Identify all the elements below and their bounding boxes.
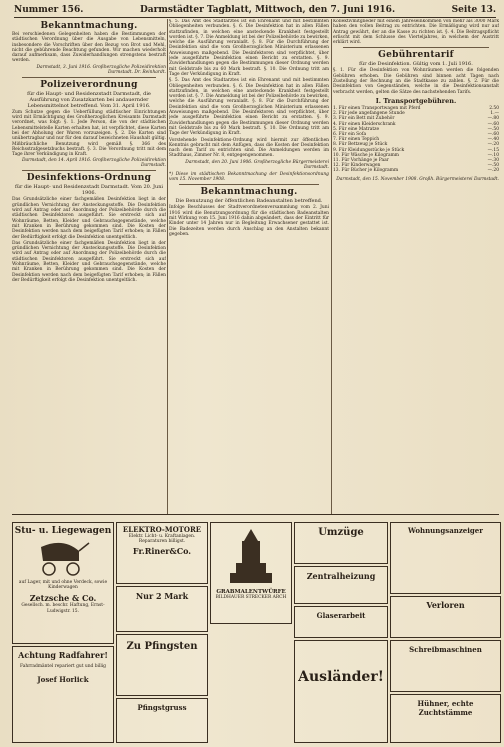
fee-price: —.15 xyxy=(487,147,499,153)
ad-housing xyxy=(390,522,501,594)
separator xyxy=(22,77,156,78)
ad-typewriters xyxy=(390,640,501,692)
fee-item: 2. Für jede angefangene Stunde xyxy=(333,111,405,117)
fee-row xyxy=(333,168,499,173)
newspaper-title: Darmstädter Tagblatt, Mittwoch, den 7. Juni 1916. xyxy=(139,5,396,15)
ad-foreigners xyxy=(294,640,388,743)
ad-motors-title: ELEKTRO-MOTORE xyxy=(122,525,202,534)
ad-pentecost-greeting xyxy=(116,698,208,743)
ad-stroller-address: Gesellsch. m. beschr. Haftung, Ernst-Ludwigstr. 15. xyxy=(21,603,105,614)
fee-item: 5. Für eine Matratze xyxy=(333,126,380,132)
column-divider xyxy=(167,19,168,514)
fee-table xyxy=(333,106,499,174)
fee-item: 3. Für ein Bett mit Zubehör xyxy=(333,116,395,122)
ad-stroller-brand: Zetzsche & Co. xyxy=(29,593,97,604)
ad-stroller xyxy=(12,522,114,644)
notice-title: Bekanntmachung. xyxy=(40,21,138,31)
disinfection-title: Desinfektions-Ordnung xyxy=(26,173,152,184)
ordinance-text: Zum Schutze gegen die Ueberfüllung städtischer Einrichtungen wird mit Ermächtigung des Großherzoglichen Kreisamts Darmstadt verordnet, was folgt: §. 1. Jede Person, die von der städtischen Lebensmittelstelle Karten erhalten hat, ist verpflichtet, diese Karten bei der Abholung der Waren vorzuzeigen. §. 2. Die Karten sind unübertragbar und nur für den darauf bezeichneten Haushalt gültig. Mißbräuchliche Benutzung wird gemäß §. 366 des Reichsstrafgesetzbuchs bestraft. §. 3. Die Verordnung tritt mit dem Tage ihrer Verkündigung in Kraft. xyxy=(12,109,166,158)
fee-item: 11. Für Vorhänge je Paar xyxy=(333,158,389,163)
fee-price: —.50 xyxy=(487,126,499,132)
bath-notice-text: Infolge Beschlusses der Stadtverordnetenversammlung vom 2. Juni 1916 wird die Benutzungsordnung für die städtischen Badeanstalten mit Wirkung vom 15. Juni 1916 dahin abgeändert, dass der Eintritt für Kinder unter 14 Jahren nur in Begleitung Erwachsener gestattet ist. Die Badezeiten werden durch Anschlag an den Anstalten bekannt gegeben. xyxy=(169,205,329,237)
fee-price: —.80 xyxy=(487,116,499,122)
ordinance-signature: Darmstadt, den 20. Juni 1906. Großherzogliche Bürgermeisterei Darmstadt. xyxy=(185,159,329,170)
ad-lost-title: Verloren xyxy=(426,600,465,610)
notice-text: Bei verschiedenen Gelegenheiten haben die Bestimmungen der städtischen Verordnung über die Ausgabe von Lebensmitteln, insbesondere die Vorschriften über den Bezug von Brot und Mehl, nicht die gebührende Beachtung gefunden. Wir machen wiederholt darauf aufmerksam, dass Zuwiderhandlungen strengstens bestraft werden. xyxy=(12,32,166,64)
ad-monuments-title: GRABMALENTWÜRFE xyxy=(216,589,286,595)
ordinance-subtitle: für die Haupt- und Residenzstadt Darmstadt, die Ausführung von Zusatzkarten bei andauernder Lebensmittelnot betreffend. Vom 31. April 1916. xyxy=(27,90,151,109)
ad-chickens-title: Hühner, echte Zuchtstämme xyxy=(417,699,474,717)
page-number: Seite 13. xyxy=(451,5,496,15)
ad-lost xyxy=(390,596,501,638)
fee-item: 12. Für Kinderwagen xyxy=(333,163,381,169)
ad-two-marks xyxy=(116,586,208,632)
advertisements xyxy=(12,516,499,743)
disinfection-subtitle: für die Haupt- und Residenzstadt Darmstadt. Vom 20. Juni 1906. xyxy=(14,184,164,197)
disinfection-text-cont: Das Grundsätzliche einer fachgemäßen Desinfektion liegt in der gründlichen Vernichtung der Ansteckungsstoffe. Die Desinfektion wird auf Antrag oder auf Anordnung der Polizeibehörde durch die städtischen Desinfektoren ausgeführt. Sie erstreckt sich auf Wohnräume, Betten, Kleider und Gebrauchsgegenstände, welche mit Kranken in Berührung gekommen sind. Die Kosten der Desinfektion werden nach dem beigefügten Tarif erhoben; in Fällen der Bedürftigkeit erfolgt die Desinfektion unentgeltlich. xyxy=(12,240,166,283)
membership-text: Kollektivmitglieder mit einem Jahreseinkommen von mehr als 3000 Mark haben den vollen Beitrag zu entrichten. Die Ermäßigung wird nur auf Antrag gewährt, der an die Kasse zu richten ist. §. 4. Die Beitragspflicht erlischt mit dem Schlusse des Vierteljahres, in welchem der Austritt erklärt wird. xyxy=(333,19,499,46)
ad-cyclists-brand: Josef Horlick xyxy=(37,675,89,685)
separator xyxy=(343,47,489,48)
column-divider xyxy=(331,19,332,514)
separator xyxy=(22,170,156,171)
ad-cyclists xyxy=(12,646,114,743)
ad-electric-motors xyxy=(116,522,208,584)
column-left xyxy=(12,19,166,514)
fee-price: 2.50 xyxy=(489,105,499,111)
footnote: *) Diese im städtischen Bekanntmachung der Desinfektionsordnung vom 15. November 1908. xyxy=(169,171,329,183)
tariff-signature: Darmstadt, den 15. November 1908. Großh. Bürgermeisterei Darmstadt. xyxy=(336,176,499,182)
ordinance-title: Polizeiverordnung xyxy=(40,79,138,90)
fee-item: 8. Für Bettzeug je Stück xyxy=(333,142,388,148)
fee-price: —.10 xyxy=(487,152,499,158)
fee-price: 1.— xyxy=(490,111,499,117)
fee-price: —.40 xyxy=(487,137,499,143)
ad-removals-title: Umzüge xyxy=(318,527,364,538)
fee-item: 10. Für Wäsche je Kilogramm xyxy=(333,152,399,158)
ad-pentecost-title: Zu Pfingsten xyxy=(126,641,198,652)
fee-item: 4. Für einen Kleiderschrank xyxy=(333,121,396,127)
tariff-subtitle: für die Desinfektion. Gültig vom 1. Juli 1916. xyxy=(359,61,473,68)
ad-glazier-title: Glaserarbeit xyxy=(316,611,366,620)
ad-motors-brand: Fr.Riner&Co. xyxy=(132,546,192,557)
ad-removals xyxy=(294,522,388,564)
ad-chickens xyxy=(390,694,501,743)
ad-two-marks-title: Nur 2 Mark xyxy=(135,591,189,601)
ad-monuments-subtitle: BILDHAUER STRECKER ARCH xyxy=(215,595,287,600)
fee-item: 13. Für Bücher je Kilogramm xyxy=(333,168,399,174)
bath-notice-title: Bekanntmachung. xyxy=(200,187,298,198)
disinfection-text: Das Grundsätzliche einer fachgemäßen Desinfektion liegt in der gründlichen Vernichtung der Ansteckungsstoffe. Die Desinfektion wird auf Antrag oder auf Anordnung der Polizeibehörde durch die städtischen Desinfektoren ausgeführt. Sie erstreckt sich auf Wohnräume, Betten, Kleider und Gebrauchsgegenstände, welche mit Kranken in Berührung gekommen sind. Die Kosten der Desinfektion werden nach dem beigefügten Tarif erhoben; in Fällen der Bedürftigkeit erfolgt die Desinfektion unentgeltlich. xyxy=(12,197,166,240)
ordinance-paragraphs: §. 5. Das Amt des Stadtarztes ist ein Ehrenamt und mit bestimmten Obliegenheiten verbunden. §. 6. Die Desinfektion hat in allen Fällen stattzufinden, in welchen eine ansteckende Krankheit festgestellt worden ist. §. 7. Die Anmeldung ist bei der Polizeibehörde zu bewirken, welche die Ausführung veranlaßt. §. 8. Für die Durchführung der Desinfektion sind die vom Großherzoglichen Ministerium erlassenen Anweisungen maßgebend. Die Desinfektoren sind verpflichtet, über jede ausgeführte Desinfektion einen Bericht zu erstatten. §. 9. Zuwiderhandlungen gegen die Bestimmungen dieser Ordnung werden mit Geldstrafe bis zu 60 Mark bestraft. §. 10. Die Ordnung tritt am Tage der Verkündigung in Kraft. xyxy=(169,19,329,77)
ad-housing-title: Wohnungsanzeiger xyxy=(408,526,483,535)
ad-cyclists-title: Achtung Radfahrer! xyxy=(18,650,108,660)
ordinance-paragraphs-cont: §. 5. Das Amt des Stadtarztes ist ein Ehrenamt und mit bestimmten Obliegenheiten verbunden. §. 6. Die Desinfektion hat in allen Fällen stattzufinden, in welchen eine ansteckende Krankheit festgestellt worden ist. §. 7. Die Anmeldung ist bei der Polizeibehörde zu bewirken, welche die Ausführung veranlaßt. §. 8. Für die Durchführung der Desinfektion sind die vom Großherzoglichen Ministerium erlassenen Anweisungen maßgebend. Die Desinfektoren sind verpflichtet, über jede ausgeführte Desinfektion einen Bericht zu erstatten. §. 9. Zuwiderhandlungen gegen die Bestimmungen dieser Ordnung werden mit Geldstrafe bis zu 60 Mark bestraft. §. 10. Die Ordnung tritt am Tage der Verkündigung in Kraft. xyxy=(169,78,329,137)
stroller-illustration xyxy=(33,539,93,577)
separator xyxy=(179,184,319,185)
ad-cyclists-text: Fahrradmäntel repariert gut und billig xyxy=(20,664,106,669)
fee-price: —.50 xyxy=(487,163,499,169)
fee-item: 1. Für einen Transportwagen mit Pferd xyxy=(333,105,421,111)
notice-signature: Darmstadt, 3. Juni 1916. Großherzogliche Polizeidirektion Darmstadt. Dr. Reinhardt. xyxy=(36,64,166,75)
ad-grave-monuments xyxy=(210,522,292,624)
fee-price: —.60 xyxy=(487,131,499,137)
fee-price: —.60 xyxy=(487,121,499,127)
ad-central-heating xyxy=(294,566,388,604)
column-right xyxy=(333,19,499,514)
tariff-text: §. 1. Für die Desinfektion von Wohnräumen werden die folgenden Gebühren erhoben. Die Gebühren sind binnen acht Tagen nach Zustellung der Rechnung an die Stadtkasse zu zahlen. §. 2. Für die Desinfektion von Gegenständen, welche in die Desinfektionsanstalt verbracht werden, gelten die Sätze des nachstehenden Tarifs. xyxy=(333,68,499,95)
tariff-section-title: I. Transportgebühren. xyxy=(375,96,457,105)
ad-glazier xyxy=(294,606,388,638)
bath-notice-subtitle: Die Benutzung der öffentlichen Badeanstalten betreffend. xyxy=(175,198,323,205)
fee-price: —.20 xyxy=(487,142,499,148)
fee-item: 7. Für einen Teppich xyxy=(333,137,380,143)
ads-divider xyxy=(12,514,499,515)
issue-number: Nummer 156. xyxy=(14,5,84,15)
ad-stroller-text: auf Lager, mit und ohne Verdeck, sowie Kinderwagen xyxy=(18,580,108,591)
tariff-title: Gebührentarif xyxy=(378,50,454,61)
ad-pentecost xyxy=(116,634,208,696)
ad-typewriters-title: Schreibmaschinen xyxy=(409,645,482,654)
ad-motors-subtitle: Elektr. Licht- u. Kraftanlagen. Reparaturen billigst. xyxy=(128,534,196,545)
ad-greeting-title: Pfingstgruss xyxy=(137,703,187,712)
ordinance-closing: Vorstehende Desinfektions-Ordnung wird hiermit zur öffentlichen Kenntnis gebracht mit dem Anfügen, dass die Kosten der Desinfektion nach dem Tarif zu entrichten sind. Die Anmeldungen werden im Stadthaus, Zimmer Nr. 8, entgegengenommen. xyxy=(169,137,329,159)
ad-foreigners-title: Ausländer! xyxy=(298,669,384,685)
column-middle xyxy=(169,19,329,514)
ordinance-signature: Darmstadt, den 14. April 1916. Großherzogliche Polizeidirektion Darmstadt. xyxy=(22,158,166,169)
ad-stroller-title: Stu- u. Liegewagen xyxy=(14,526,112,536)
fee-item: 9. Für Kleidungsstücke je Stück xyxy=(333,147,405,153)
page-header xyxy=(14,3,496,18)
fee-price: —.20 xyxy=(487,168,499,174)
monument-illustration xyxy=(226,527,276,587)
fee-price: —.30 xyxy=(487,158,499,163)
fee-item: 6. Für ein Sofa xyxy=(333,131,367,137)
ad-heating-title: Zentralheizung xyxy=(306,571,376,581)
